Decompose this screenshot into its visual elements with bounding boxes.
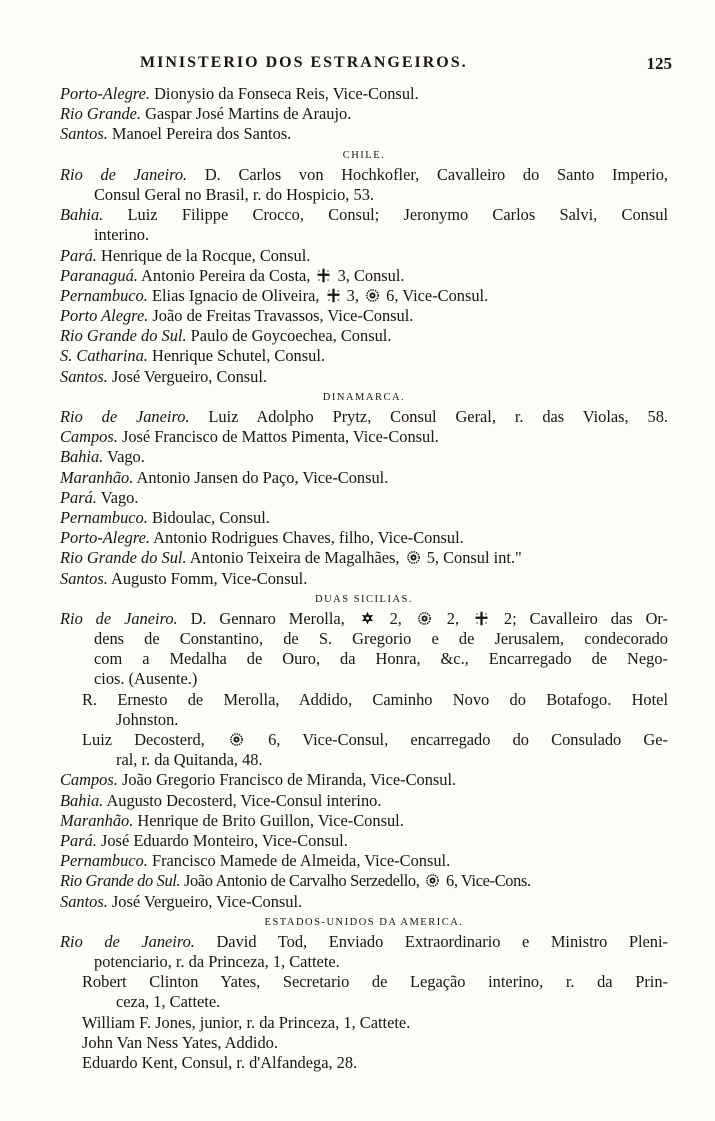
entry-text: 2, (376, 608, 415, 628)
place-name: Campos. (60, 770, 118, 790)
continuation-line: Consul Geral no Brasil, r. do Hospicio, 53. (94, 184, 374, 204)
entry-line (60, 569, 668, 589)
entry-text: Augusto Fomm, Vice-Consul. (107, 568, 308, 588)
entry-text: José Eduardo Monteiro, Vice-Consul. (96, 830, 348, 850)
entry-text: Vago. (103, 447, 145, 467)
entry-line (60, 811, 668, 831)
entry-text: Dionysio da Fonseca Reis, Vice-Consul. (149, 84, 419, 103)
entry-line (60, 124, 668, 144)
place-name: Santos. (60, 891, 108, 911)
order-cross-icon (315, 268, 332, 283)
continuation-line: ceza, 1, Cattete. (116, 992, 221, 1012)
entry-text: Henrique Schutel, Consul. (147, 346, 325, 366)
order-rose-icon (405, 550, 422, 565)
place-name: Maranhão. (60, 467, 134, 487)
entry-text: 6, Vice-Consul, encarregado do Consulado Ge- (245, 730, 668, 749)
entry-text: 2; Cavalleiro das Or- (491, 608, 668, 628)
place-name: Campos. (60, 427, 118, 447)
order-rose-icon (424, 873, 441, 888)
entry-line: Eduardo Kent, Consul, r. d'Alfandega, 28. (82, 1053, 358, 1072)
continuation-line: com a Medalha de Ouro, da Honra, &c., Encarregado de Nego- (94, 649, 668, 669)
entry-line (60, 367, 668, 387)
entry-line (60, 266, 668, 286)
page-number: 125 (646, 54, 672, 73)
entry-text: João de Freitas Travassos, Vice-Consul. (148, 306, 414, 326)
entry-text: 3, (342, 285, 364, 305)
entry-text: David Tod, Enviado Extraordinario e Ministro Pleni- (194, 931, 668, 951)
entry-line (60, 104, 668, 124)
place-name: Santos. (60, 124, 108, 144)
page-body (60, 84, 668, 1073)
place-name: Porto-Alegre. (60, 84, 150, 103)
entry-text: Bidoulac, Consul. (147, 507, 270, 527)
place-name: Porto Alegre. (60, 306, 149, 326)
entry-text: José Vergueiro, Consul. (107, 366, 268, 386)
place-name: S. Catharina. (60, 346, 148, 366)
entry-text: João Gregorio Francisco de Miranda, Vice-Consul. (117, 770, 457, 790)
continuation-line: potenciario, r. da Princeza, 1, Cattete. (94, 952, 340, 972)
entry-text: Gaspar José Martins de Araujo. (141, 104, 352, 124)
place-name: Pernambuco. (60, 507, 148, 527)
entry-text: Henrique de la Rocque, Consul. (96, 245, 311, 265)
order-cross-icon (325, 288, 342, 303)
place-name: Porto-Alegre. (60, 528, 150, 548)
continuation-line: dens de Constantino, de S. Gregorio e de Jerusalem, condecorado (94, 629, 668, 649)
place-name: Paranaguá. (60, 265, 138, 285)
place-name: Bahia. (60, 447, 104, 467)
entry-line (60, 528, 668, 548)
continuation-line: interino. (94, 225, 150, 245)
entry-line (60, 468, 668, 488)
entry-line (60, 548, 668, 568)
entry-line (60, 165, 668, 185)
entry-text: D. Gennaro Merolla, (177, 608, 358, 628)
entry-text: 6, Vice-Consul. (382, 285, 489, 305)
entry-text: Paulo de Goycoechea, Consul. (186, 326, 392, 346)
entry-text: Elias Ignacio de Oliveira, (147, 285, 324, 305)
place-name: Rio de Janeiro. (60, 407, 190, 426)
entry-text: Henrique de Brito Guillon, Vice-Consul. (133, 810, 404, 830)
entry-text: D. Carlos von Hochkofler, Cavalleiro do Santo Imperio, (187, 164, 668, 184)
entry-text: Francisco Mamede de Almeida, Vice-Consul. (147, 851, 451, 871)
entry-line (60, 447, 668, 467)
entry-line (60, 427, 668, 447)
entry-line (60, 346, 668, 366)
place-name: Pará. (60, 487, 97, 507)
section-heading-dinamarca: DINAMARCA. (322, 391, 406, 403)
entry-line (60, 205, 668, 225)
continuation-line: ral, r. da Quitanda, 48. (116, 750, 263, 770)
entry-text: Antonio Rodrigues Chaves, filho, Vice-Consul. (149, 528, 464, 548)
entry-line (60, 246, 668, 266)
entry-line (60, 407, 668, 427)
section-heading-estados-unidos: ESTADOS-UNIDOS DA AMERICA. (264, 916, 464, 928)
entry-line: R. Ernesto de Merolla, Addido, Caminho Novo do Botafogo. Hotel (82, 689, 668, 709)
entry-line (60, 851, 668, 871)
place-name: Bahia. (60, 790, 104, 810)
entry-line (60, 791, 668, 811)
entry-text: Antonio Jansen do Paço, Vice-Consul. (133, 467, 389, 487)
entry-text: Antonio Teixeira de Magalhães, (186, 548, 404, 568)
page-header (70, 52, 672, 80)
entry-line (60, 609, 668, 629)
entry-line: William F. Jones, junior, r. da Princeza, 1, Cattete. (82, 1012, 411, 1032)
entry-line (60, 932, 668, 952)
entry-line (60, 831, 668, 851)
entry-text: Antonio Pereira da Costa, (137, 265, 315, 285)
entry-text: Manoel Pereira dos Santos. (107, 124, 292, 144)
entry-text: 5, Consul int." (422, 548, 522, 568)
place-name: Pará. (60, 245, 97, 265)
place-name: Rio Grande do Sul. (60, 871, 181, 891)
entry-text: Luiz Filippe Crocco, Consul; Jeronymo Carlos Salvi, Consul (103, 205, 668, 225)
entry-text: João Antonio de Carvalho Serzedello, (180, 871, 424, 891)
entry-line: John Van Ness Yates, Addido. (82, 1032, 278, 1052)
entry-text: José Francisco de Mattos Pimenta, Vice-Consul. (117, 427, 439, 447)
entry-line (60, 770, 668, 790)
entry-line (60, 871, 668, 891)
entry-text: 3, Consul. (333, 265, 405, 285)
entry-line: Robert Clinton Yates, Secretario de Legação interino, r. da Prin- (82, 972, 668, 992)
place-name: Pernambuco. (60, 285, 148, 305)
place-name: Rio Grande do Sul. (60, 548, 187, 568)
entry-line (60, 286, 668, 306)
place-name: Rio Grande. (60, 104, 142, 124)
entry-text: Luiz Adolpho Prytz, Consul Geral, r. das Violas, 58. (189, 407, 668, 426)
place-name: Santos. (60, 366, 108, 386)
place-name: Pernambuco. (60, 851, 148, 871)
place-name: Rio de Janeiro. (60, 931, 195, 951)
place-name: Rio de Janeiro. (60, 608, 178, 628)
entry-text: José Vergueiro, Vice-Consul. (107, 891, 303, 911)
order-star-icon (359, 611, 376, 626)
order-rose-icon (416, 611, 433, 626)
entry-text: Luiz Decosterd, (82, 730, 227, 749)
order-cross-icon (473, 611, 490, 626)
running-title: MINISTERIO DOS ESTRANGEIROS. (140, 54, 468, 71)
place-name: Maranhão. (60, 810, 134, 830)
place-name: Pará. (60, 830, 97, 850)
entry-text: Vago. (96, 487, 139, 507)
entry-line (60, 488, 668, 508)
entry-text: Augusto Decosterd, Vice-Consul interino. (103, 790, 382, 810)
place-name: Rio de Janeiro. (60, 164, 188, 184)
entry-line (60, 892, 668, 912)
continuation-line: cios. (Ausente.) (94, 669, 198, 689)
continuation-line: Johnston. (116, 709, 179, 729)
entry-text: 6, Vice-Cons. (442, 871, 531, 891)
order-rose-icon (228, 732, 245, 747)
place-name: Rio Grande do Sul. (60, 326, 187, 346)
entry-line (60, 730, 668, 750)
entry-text: 2, (433, 608, 472, 628)
entry-line (60, 306, 668, 326)
section-heading-duas-sicilias: DUAS SICILIAS. (314, 593, 413, 605)
place-name: Bahia. (60, 205, 104, 225)
place-name: Santos. (60, 568, 108, 588)
entry-line (60, 84, 668, 104)
section-heading-chile: CHILE. (342, 149, 386, 161)
entry-line (60, 326, 668, 346)
order-rose-icon (364, 288, 381, 303)
entry-line (60, 508, 668, 528)
